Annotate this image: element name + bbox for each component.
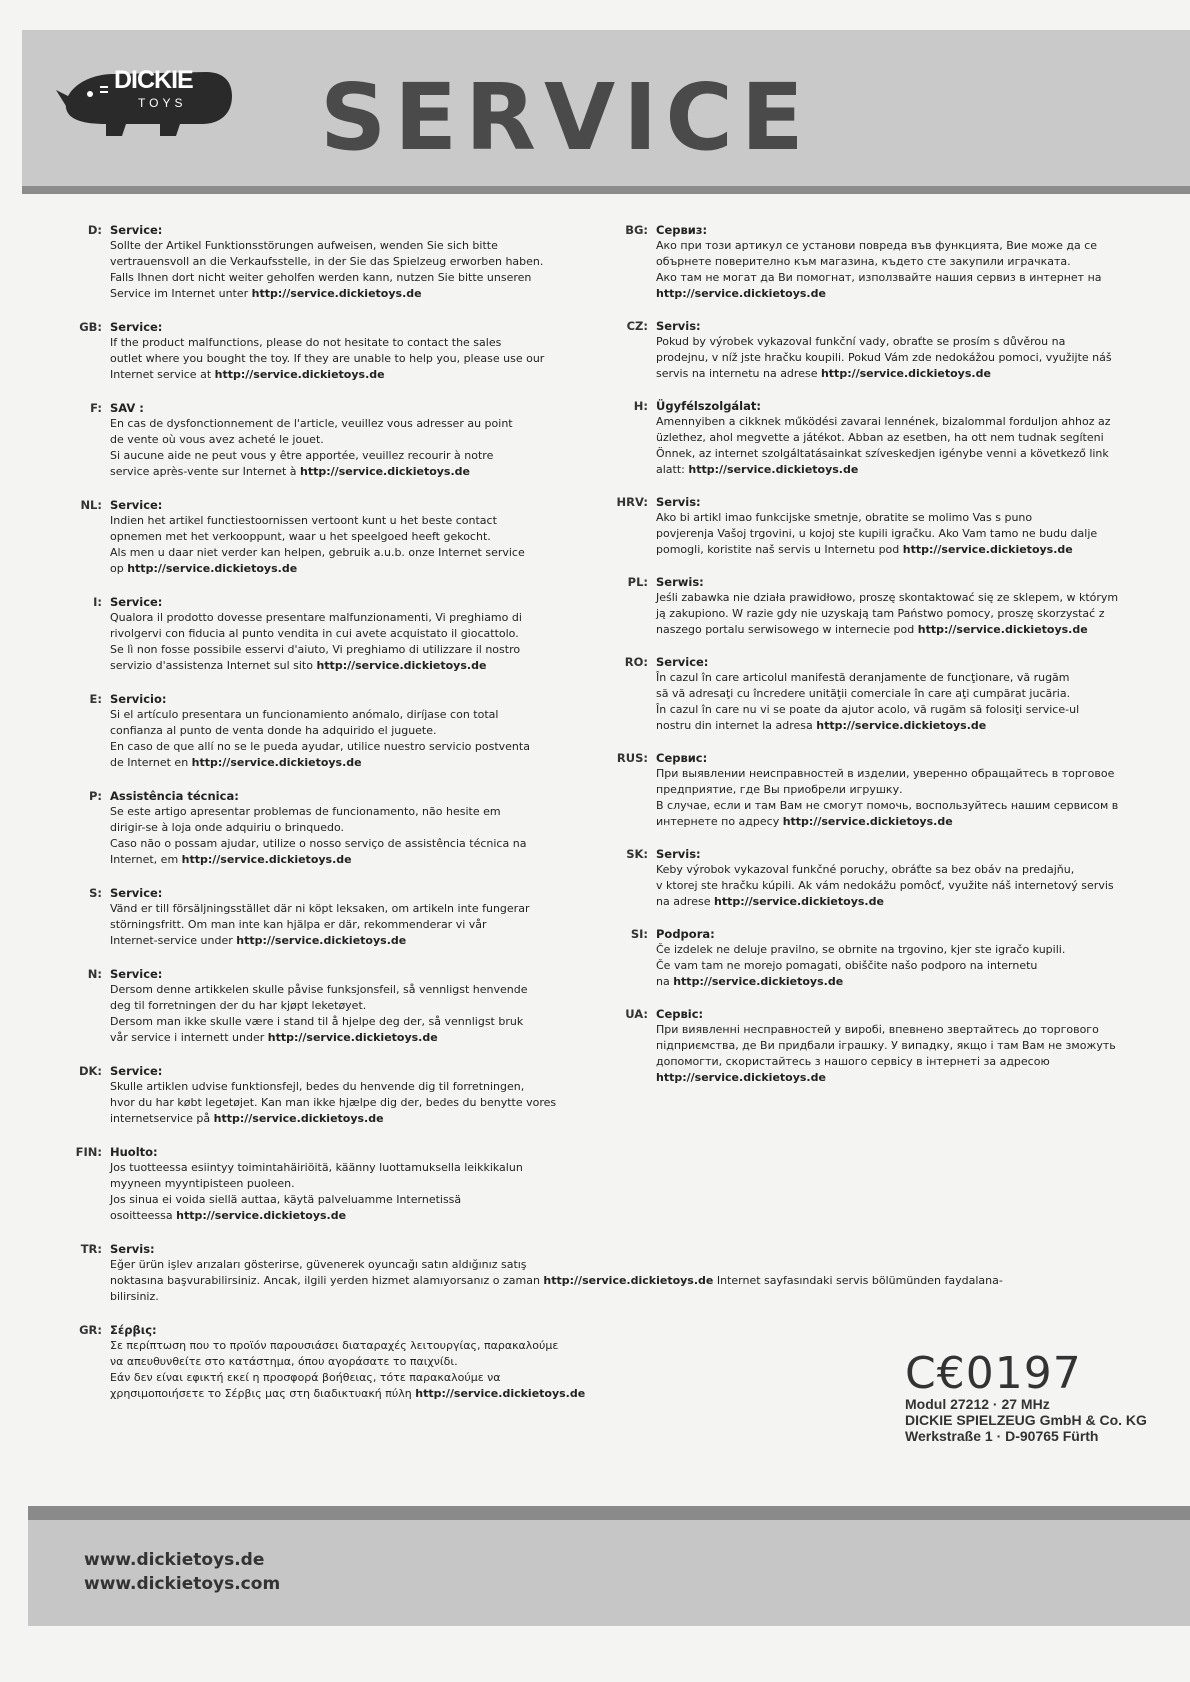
service-link[interactable]: http://service.dickietoys.de xyxy=(213,1112,384,1125)
service-link[interactable]: http://service.dickietoys.de xyxy=(688,463,859,476)
entry-text: Si el artículo presentara un funcionamiento anómalo, diríjase con total xyxy=(110,708,499,721)
entry-text: outlet where you bought the toy. If they are unable to help you, please use our xyxy=(110,352,545,365)
entry-line xyxy=(656,942,1145,958)
entry-body xyxy=(110,1063,560,1127)
entry-line xyxy=(656,350,1145,366)
entry-heading: Service: xyxy=(110,595,163,609)
entry-text: Internet service at xyxy=(110,368,212,381)
service-entry xyxy=(600,398,1145,478)
entry-line xyxy=(656,606,1145,622)
entry-body xyxy=(656,318,1145,382)
service-entry xyxy=(600,494,1145,558)
entry-text: hvor du har købt legetøjet. Kan man ikke hjælpe dig der, bedes du benytte vores xyxy=(110,1096,557,1109)
entry-line xyxy=(656,1038,1145,1054)
entry-heading: Podpora: xyxy=(656,927,715,941)
country-code: RO: xyxy=(624,655,648,669)
company-name: DICKIE SPIELZEUG GmbH & Co. KG xyxy=(905,1412,1147,1428)
entry-body xyxy=(110,594,560,674)
entry-line xyxy=(110,286,560,302)
service-entry xyxy=(60,1241,1003,1305)
logo-subtext: TOYS xyxy=(138,96,187,110)
entry-heading: Huolto: xyxy=(110,1145,158,1159)
entry-text: Dersom denne artikkelen skulle påvise funksjonsfeil, så vennligst henvende xyxy=(110,983,528,996)
entry-body xyxy=(656,398,1145,478)
entry-body xyxy=(110,788,560,868)
entry-heading: Сервиз: xyxy=(656,223,708,237)
service-link[interactable]: http://service.dickietoys.de xyxy=(816,719,987,732)
entry-line xyxy=(656,1022,1145,1038)
entry-text: myyneen myyntipisteen puoleen. xyxy=(110,1177,295,1190)
entry-text: Dersom man ikke skulle være i stand til å hjelpe deg der, så vennligst bruk xyxy=(110,1015,524,1028)
entry-line xyxy=(110,1257,1003,1273)
country-code: F: xyxy=(90,401,102,415)
service-entry xyxy=(60,788,560,868)
entry-body xyxy=(110,1241,1003,1305)
entry-line xyxy=(656,430,1145,446)
entry-heading: Assistência técnica: xyxy=(110,789,239,803)
country-code: GR: xyxy=(79,1323,102,1337)
footer-link-de[interactable]: www.dickietoys.de xyxy=(84,1550,265,1570)
entry-heading: Service: xyxy=(110,223,163,237)
entry-text: internetservice på xyxy=(110,1112,211,1125)
service-link[interactable]: http://service.dickietoys.de xyxy=(673,975,844,988)
entry-heading: Servis: xyxy=(110,1242,155,1256)
entry-body xyxy=(656,654,1145,734)
service-entry xyxy=(600,926,1145,990)
entry-line xyxy=(656,526,1145,542)
service-link[interactable]: http://service.dickietoys.de xyxy=(251,287,422,300)
service-link[interactable]: http://service.dickietoys.de xyxy=(176,1209,347,1222)
entry-line xyxy=(110,1273,1003,1289)
entry-text: nostru din internet la adresa xyxy=(656,719,813,732)
entry-text: Caso não o possam ajudar, utilize o nosso serviço de assistência técnica na xyxy=(110,837,527,850)
entry-line xyxy=(656,766,1145,782)
ce-mark: C€0197 xyxy=(905,1348,1082,1399)
entry-line xyxy=(110,1095,560,1111)
entry-text: Jeśli zabawka nie działa prawidłowo, proszę skontaktować się ze sklepem, w którym xyxy=(656,591,1119,604)
entry-line xyxy=(110,901,560,917)
country-code: FIN: xyxy=(75,1145,102,1159)
country-code: H: xyxy=(633,399,648,413)
service-entry xyxy=(60,966,560,1046)
entry-body xyxy=(110,966,560,1046)
service-entry xyxy=(60,691,560,771)
entry-line xyxy=(656,782,1145,798)
entry-line xyxy=(110,917,560,933)
entry-text: При выявлении неисправностей в изделии, уверенно обращайтесь в торговое xyxy=(656,767,1115,780)
country-code: P: xyxy=(88,789,102,803)
entry-body xyxy=(656,926,1145,990)
entry-line xyxy=(110,1192,560,1208)
entry-text: Internet sayfasındaki servis bölümünden faydalana- xyxy=(716,1274,1003,1287)
entry-text: opnemen met het verkooppunt, waar u het speelgoed heeft gekocht. xyxy=(110,530,491,543)
service-link[interactable]: http://service.dickietoys.de xyxy=(236,934,407,947)
entry-line xyxy=(110,270,560,286)
entry-text: störningsfritt. Om man inte kan hjälpa er där, rekommenderar vi vår xyxy=(110,918,487,931)
entry-body xyxy=(110,400,560,480)
entry-line xyxy=(656,414,1145,430)
entry-text: Vänd er till försäljningsstället där ni köpt leksaken, om artikeln inte fungerar xyxy=(110,902,530,915)
entry-line xyxy=(110,1386,585,1402)
service-link[interactable]: http://service.dickietoys.de xyxy=(415,1387,586,1400)
entry-text: En cas de dysfonctionnement de l'article, veuillez vous adresser au point xyxy=(110,417,513,430)
entry-text: servizio d'assistenza Internet sul sito xyxy=(110,659,313,672)
entry-heading: Service: xyxy=(110,886,163,900)
country-code: N: xyxy=(87,967,102,981)
entry-text: confianza al punto de venta donde ha adquirido el juguete. xyxy=(110,724,437,737)
entry-text: να απευθυνθείτε στο κατάστημα, όπου αγοράσατε το παιχνίδι. xyxy=(110,1355,458,1368)
country-code: NL: xyxy=(80,498,102,512)
entry-line xyxy=(656,462,1145,478)
country-code: HRV: xyxy=(616,495,648,509)
entry-line xyxy=(110,254,560,270)
entry-text: Service im Internet unter xyxy=(110,287,249,300)
entry-body xyxy=(110,1322,585,1402)
service-link[interactable]: http://service.dickietoys.de xyxy=(656,287,826,300)
entry-text: Se lì non fosse possibile esservi d'aiuto, Vi preghiamo di utilizzare il nostro xyxy=(110,643,521,656)
entry-text: na xyxy=(656,975,670,988)
country-code: S: xyxy=(89,886,102,900)
module-info: Modul 27212 · 27 MHz xyxy=(905,1396,1050,1412)
entry-line xyxy=(110,755,560,771)
ce-certification-block xyxy=(905,1348,1147,1444)
service-entry xyxy=(600,318,1145,382)
entry-line xyxy=(656,286,1145,302)
entry-text: Falls Ihnen dort nicht weiter geholfen werden kann, nutzen Sie bitte unseren xyxy=(110,271,532,284)
entry-body xyxy=(110,1144,560,1224)
entry-heading: Сервис: xyxy=(656,751,708,765)
entry-line xyxy=(656,878,1145,894)
entry-line xyxy=(656,238,1145,254)
company-address: Werkstraße 1 · D-90765 Fürth xyxy=(905,1428,1099,1444)
dickie-toys-logo xyxy=(56,60,236,138)
entry-line xyxy=(656,270,1145,286)
entry-text: Se este artigo apresentar problemas de funcionamento, não hesite em xyxy=(110,805,501,818)
country-code: BG: xyxy=(625,223,648,237)
entry-line xyxy=(656,798,1145,814)
entry-text: Εάν δεν είναι εφικτή εκεί η προσφορά βοήθειας, τότε παρακαλούμε να xyxy=(110,1371,501,1384)
country-code: RUS: xyxy=(616,751,648,765)
service-entry xyxy=(60,1063,560,1127)
entry-text: підприємства, де Ви придбали іграшку. У випадку, якщо і там Вам не зможуть xyxy=(656,1039,1116,1052)
entry-text: Pokud by výrobek vykazoval funkční vady, obraťte se prosím s důvěrou na xyxy=(656,335,1066,348)
entry-text: обърнете поверително към магазина, където сте закупили играчката. xyxy=(656,255,1071,268)
entry-text: v ktorej ste hračku kúpili. Ak vám nedokážu pomôcť, využite náš internetový servis xyxy=(656,879,1114,892)
entry-line xyxy=(110,1338,585,1354)
service-link[interactable]: http://service.dickietoys.de xyxy=(191,756,362,769)
entry-text: Ако там не могат да Ви помогнат, използвайте нашия сервиз в интернет на xyxy=(656,271,1102,284)
footer-links xyxy=(84,1548,280,1596)
entry-line xyxy=(110,836,560,852)
entry-text: să vă adresaţi cu încredere unităţii comerciale în care aţi cumpărat jucăria. xyxy=(656,687,1071,700)
entry-line xyxy=(656,1070,1145,1086)
entry-text: Amennyiben a cikknek működési zavarai lennének, bizalommal forduljon ahhoz az xyxy=(656,415,1111,428)
entry-heading: Service: xyxy=(110,498,163,512)
entry-text: χρησιμοποιήσετε το Σέρβις μας στη διαδικτυακή πύλη xyxy=(110,1387,412,1400)
service-entry xyxy=(600,574,1145,638)
entry-body xyxy=(110,319,560,383)
entry-line xyxy=(110,367,560,383)
entry-line xyxy=(110,804,560,820)
entry-line xyxy=(110,610,560,626)
entry-text: de vente où vous avez acheté le jouet. xyxy=(110,433,324,446)
service-link[interactable]: http://service.dickietoys.de xyxy=(656,1071,826,1084)
entry-text: предприятие, где Вы приобрели игрушку. xyxy=(656,783,903,796)
entry-text: Sollte der Artikel Funktionsstörungen aufweisen, wenden Sie sich bitte xyxy=(110,239,498,252)
entry-line xyxy=(656,702,1145,718)
entry-line xyxy=(110,1160,560,1176)
entry-text: prodejnu, v níž jste hračku koupili. Pokud Vám zde nedokážou pomoci, využijte náš xyxy=(656,351,1112,364)
country-code: SI: xyxy=(630,927,648,941)
entry-text: În cazul în care nu vi se poate da ajutor acolo, vă rugăm să folosiţi service-ul xyxy=(656,703,1080,716)
entry-line xyxy=(656,862,1145,878)
country-code: DK: xyxy=(78,1064,102,1078)
entry-body xyxy=(656,222,1145,302)
service-link[interactable]: http://service.dickietoys.de xyxy=(820,367,991,380)
entry-text: Eğer ürün işlev arızaları gösterirse, güvenerek oyuncağı satın aldığınız satış xyxy=(110,1258,527,1271)
entry-line xyxy=(656,1054,1145,1070)
entry-text: Ako bi artikl imao funkcijske smetnje, obratite se molimo Vas s puno xyxy=(656,511,1033,524)
entry-text: povjerenja Vašoj trgovini, u kojoj ste kupili igračku. Ako Vam tamo ne budu dalje xyxy=(656,527,1098,540)
entry-heading: Servicio: xyxy=(110,692,167,706)
entry-line xyxy=(656,894,1145,910)
entry-line xyxy=(656,622,1145,638)
service-link[interactable]: http://service.dickietoys.de xyxy=(902,543,1073,556)
entry-line xyxy=(656,446,1145,462)
entry-line xyxy=(656,974,1145,990)
entry-text: En caso de que allí no se le pueda ayudar, utilice nuestro servicio postventa xyxy=(110,740,530,753)
entry-heading: SAV : xyxy=(110,401,144,415)
entry-text: Ако при този артикул се установи повреда във функцията, Вие може да се xyxy=(656,239,1098,252)
entry-text: Keby výrobok vykazoval funkčné poruchy, obráťte sa bez obáv na predajňu, xyxy=(656,863,1075,876)
entry-line xyxy=(656,718,1145,734)
footer-rule xyxy=(28,1506,1190,1520)
entry-heading: Servis: xyxy=(656,847,701,861)
entry-text: Σε περίπτωση που το προϊόν παρουσιάσει διαταραχές λειτουργίας, παρακαλούμε xyxy=(110,1339,559,1352)
entry-line xyxy=(110,545,560,561)
entry-heading: Ügyfélszolgálat: xyxy=(656,399,761,413)
entry-line xyxy=(110,513,560,529)
entry-line xyxy=(110,529,560,545)
entry-line: bilirsiniz. xyxy=(110,1290,159,1303)
page-title: SERVICE xyxy=(320,64,812,171)
entry-line xyxy=(110,335,560,351)
entry-line xyxy=(656,366,1145,382)
entry-text: alatt: xyxy=(656,463,685,476)
entry-line xyxy=(110,1208,560,1224)
entry-text: Als men u daar niet verder kan helpen, gebruik a.u.b. onze Internet service xyxy=(110,546,525,559)
country-code: TR: xyxy=(80,1242,102,1256)
service-entry xyxy=(60,885,560,949)
entry-line xyxy=(110,351,560,367)
country-code: PL: xyxy=(627,575,648,589)
entry-text: Önnek, az internet szolgáltatásainkat szíveskedjen igénybe venni a következő link xyxy=(656,447,1109,460)
entry-line xyxy=(656,542,1145,558)
entry-line xyxy=(656,254,1145,270)
entry-heading: Service: xyxy=(656,655,709,669)
entry-line xyxy=(656,814,1145,830)
entry-text: Jos tuotteessa esiintyy toimintahäiriöitä, käänny luottamuksella leikkikalun xyxy=(110,1161,523,1174)
entry-line xyxy=(110,416,560,432)
entry-line xyxy=(110,1176,560,1192)
entry-text: В случае, если и там Вам не смогут помочь, воспользуйтесь нашим сервисом в xyxy=(656,799,1119,812)
entry-heading: Сервіс: xyxy=(656,1007,704,1021)
entry-heading: Serwis: xyxy=(656,575,704,589)
entry-text: интернете по адресу xyxy=(656,815,780,828)
service-entry xyxy=(60,1322,586,1402)
entry-text: servis na internetu na adrese xyxy=(656,367,818,380)
entry-text: Internet-service under xyxy=(110,934,233,947)
country-code: SK: xyxy=(626,847,648,861)
service-entry xyxy=(60,222,560,302)
entry-line xyxy=(110,852,560,868)
entry-text: допомогти, скористайтесь з нашого сервісу в інтернеті за адресою xyxy=(656,1055,1050,1068)
country-code: CZ: xyxy=(626,319,648,333)
entry-text: na adrese xyxy=(656,895,711,908)
entry-text: ją zakupiono. W razie gdy nie uzyskają tam Państwo pomocy, proszę skorzystać z xyxy=(656,607,1105,620)
service-entry xyxy=(60,497,560,577)
service-link[interactable]: http://service.dickietoys.de xyxy=(300,465,470,478)
entry-line xyxy=(110,707,560,723)
entry-text: naszego portalu serwisowego w internecie pod xyxy=(656,623,915,636)
entry-body xyxy=(110,691,560,771)
entry-line xyxy=(656,958,1145,974)
right-column xyxy=(600,222,1145,1102)
country-code: I: xyxy=(93,595,102,609)
entry-line xyxy=(110,464,560,480)
entry-line xyxy=(110,1354,585,1370)
entry-line xyxy=(110,933,560,949)
service-entry xyxy=(600,846,1145,910)
entry-text: Če vam tam ne morejo pomagati, obiščite našo podporo na internetu xyxy=(656,959,1038,972)
entry-line xyxy=(110,739,560,755)
service-link[interactable]: http://service.dickietoys.de xyxy=(267,1031,438,1044)
service-link[interactable]: http://service.dickietoys.de xyxy=(214,368,385,381)
country-code: UA: xyxy=(625,1007,648,1021)
entry-text: de Internet en xyxy=(110,756,189,769)
country-code: GB: xyxy=(79,320,102,334)
entry-line xyxy=(110,982,560,998)
entry-line xyxy=(110,561,560,577)
entry-text: noktasına başvurabilirsiniz. Ancak, ilgili yerden hizmet alamıyorsanız o zaman xyxy=(110,1274,540,1287)
entry-line xyxy=(110,626,560,642)
entry-body xyxy=(656,574,1145,638)
entry-line xyxy=(656,590,1145,606)
entry-text: deg til forretningen der du har kjøpt leketøyet. xyxy=(110,999,367,1012)
entry-line xyxy=(110,1030,560,1046)
service-entry xyxy=(600,750,1145,830)
entry-line xyxy=(656,334,1145,350)
service-link[interactable]: http://service.dickietoys.de xyxy=(713,895,884,908)
logo-text: DICKIE xyxy=(114,66,193,94)
entry-text: service après-vente sur Internet à xyxy=(110,465,297,478)
entry-line xyxy=(110,432,560,448)
entry-line xyxy=(656,510,1145,526)
entry-text: При виявленні несправностей у виробі, впевнено звертайтесь до торгового xyxy=(656,1023,1099,1036)
service-link[interactable]: http://service.dickietoys.de xyxy=(917,623,1088,636)
entry-text: Če izdelek ne deluje pravilno, se obrnite na trgovino, kjer ste igračo kupili. xyxy=(656,943,1066,956)
entry-line xyxy=(110,448,560,464)
entry-text: Indien het artikel functiestoornissen vertoont kunt u het beste contact xyxy=(110,514,497,527)
entry-heading: Σέρβις: xyxy=(110,1323,157,1337)
entry-heading: Servis: xyxy=(656,319,701,333)
entry-text: Skulle artiklen udvise funktionsfejl, bedes du henvende dig til forretningen, xyxy=(110,1080,525,1093)
entry-text: pomogli, koristite naš servis u Internetu pod xyxy=(656,543,900,556)
entry-body xyxy=(656,846,1145,910)
entry-body xyxy=(656,1006,1145,1086)
entry-line xyxy=(110,723,560,739)
entry-text: osoitteessa xyxy=(110,1209,173,1222)
entry-line xyxy=(656,686,1145,702)
header-rule xyxy=(22,186,1190,194)
entry-line xyxy=(110,238,560,254)
service-link[interactable]: http://service.dickietoys.de xyxy=(127,562,298,575)
entry-line xyxy=(110,1370,585,1386)
entry-line xyxy=(110,642,560,658)
entry-line xyxy=(656,670,1145,686)
country-code: E: xyxy=(89,692,102,706)
entry-body xyxy=(110,885,560,949)
service-entry xyxy=(600,654,1145,734)
entry-heading: Service: xyxy=(110,320,163,334)
entry-line xyxy=(110,998,560,1014)
entry-body xyxy=(656,494,1145,558)
entry-line xyxy=(110,1111,560,1127)
footer-link-com[interactable]: www.dickietoys.com xyxy=(84,1574,281,1594)
service-link[interactable]: http://service.dickietoys.de xyxy=(316,659,487,672)
entry-heading: Servis: xyxy=(656,495,701,509)
entry-text: op xyxy=(110,562,124,575)
entry-text: dirigir-se à loja onde adquiriu o brinquedo. xyxy=(110,821,344,834)
service-link[interactable]: http://service.dickietoys.de xyxy=(543,1274,714,1287)
service-entry xyxy=(60,594,560,674)
entry-text: Jos sinua ei voida siellä auttaa, käytä palveluamme Internetissä xyxy=(110,1193,462,1206)
entry-line xyxy=(110,1014,560,1030)
service-entry xyxy=(600,1006,1145,1086)
entry-line xyxy=(110,1079,560,1095)
entry-text: Qualora il prodotto dovesse presentare malfunzionamenti, Vi preghiamo di xyxy=(110,611,522,624)
country-code: D: xyxy=(87,223,102,237)
entry-heading: Service: xyxy=(110,967,163,981)
service-link[interactable]: http://service.dickietoys.de xyxy=(181,853,352,866)
entry-heading: Service: xyxy=(110,1064,163,1078)
entry-text: üzlethez, ahol megvette a játékot. Abban az esetben, ha ott nem tudnak segíteni xyxy=(656,431,1104,444)
entry-line xyxy=(110,658,560,674)
entry-text: vår service i internett under xyxy=(110,1031,265,1044)
service-entry xyxy=(60,1144,560,1224)
service-entry xyxy=(60,319,560,383)
entry-text: rivolgervi con fiducia al punto vendita in cui avete acquistato il giocattolo. xyxy=(110,627,519,640)
entry-text: Si aucune aide ne peut vous y être apportée, veuillez recourir à notre xyxy=(110,449,494,462)
entry-line xyxy=(110,820,560,836)
service-entry xyxy=(60,400,560,480)
entry-body xyxy=(110,222,560,302)
service-link[interactable]: http://service.dickietoys.de xyxy=(782,815,953,828)
entry-body xyxy=(656,750,1145,830)
entry-text: vertrauensvoll an die Verkaufsstelle, in der Sie das Spielzeug erworben haben. xyxy=(110,255,544,268)
entry-text: În cazul în care articolul manifestă deranjamente de funcţionare, vă rugăm xyxy=(656,671,1070,684)
service-entry xyxy=(600,222,1145,302)
entry-text: Internet, em xyxy=(110,853,179,866)
entry-body xyxy=(110,497,560,577)
entry-text: If the product malfunctions, please do not hesitate to contact the sales xyxy=(110,336,502,349)
